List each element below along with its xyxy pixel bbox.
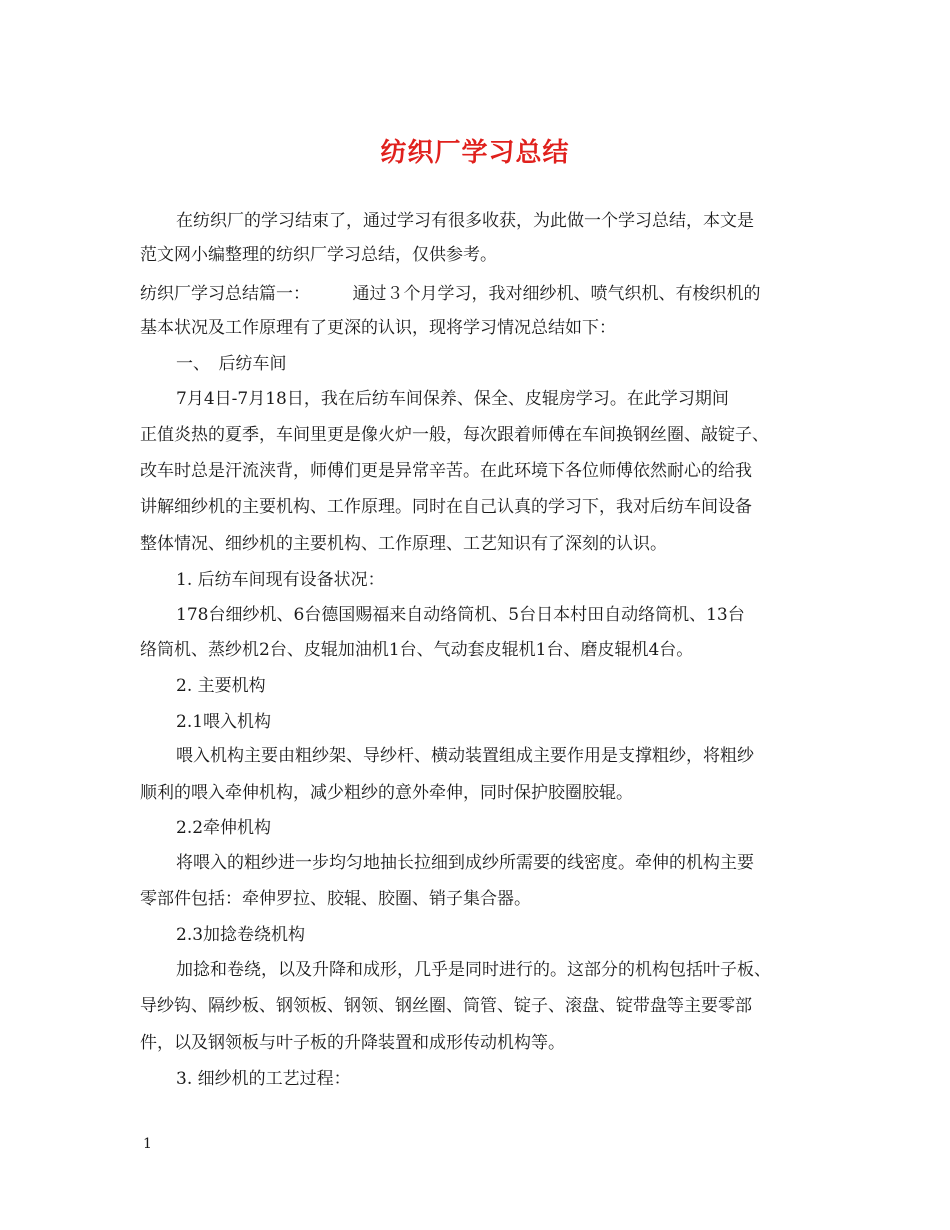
paragraph-line: 加捻和卷绕，以及升降和成形，几乎是同时进行的。这部分的机构包括叶子板、	[176, 960, 771, 980]
document-title: 纺织厂学习总结	[380, 138, 570, 168]
paragraph-line: 零部件包括：牵伸罗拉、胶辊、胶圈、销子集合器。	[140, 889, 531, 909]
paragraph-line: 改车时总是汗流浃背，师傅们更是异常辛苦。在此环境下各位师傅依然耐心的给我	[140, 461, 752, 481]
subsection-heading: 2.3加捻卷绕机构	[176, 925, 306, 945]
section-heading: 一、 后纺车间	[176, 354, 287, 374]
paragraph-line: 导纱钩、隔纱板、钢领板、钢领、钢丝圈、筒管、锭子、滚盘、锭带盘等主要零部	[140, 996, 752, 1016]
paragraph-line: 件，以及钢领板与叶子板的升降装置和成形传动机构等。	[140, 1033, 565, 1053]
paragraph-line: 基本状况及工作原理有了更深的认识，现将学习情况总结如下：	[140, 318, 616, 338]
paragraph-line: 喂入机构主要由粗纱架、导纱杆、横动装置组成主要作用是支撑粗纱，将粗纱	[176, 746, 754, 766]
paragraph-line: 纺织厂学习总结篇一： 通过３个月学习，我对细纱机、喷气织机、有梭织机的	[140, 284, 761, 304]
paragraph-line: 178台细纱机、6台德国赐福来自动络筒机、5台日本村田自动络筒机、13台	[176, 605, 745, 625]
subsection-heading: 3. 细纱机的工艺过程：	[176, 1069, 351, 1089]
paragraph-line: 在纺织厂的学习结束了，通过学习有很多收获，为此做一个学习总结，本文是	[176, 211, 754, 231]
paragraph-line: 络筒机、蒸纱机2台、皮辊加油机1台、气动套皮辊机1台、磨皮辊机4台。	[140, 640, 694, 660]
paragraph-line: 顺利的喂入牵伸机构，减少粗纱的意外牵伸，同时保护胶圈胶辊。	[140, 783, 633, 803]
paragraph-line: 范文网小编整理的纺织厂学习总结，仅供参考。	[140, 245, 497, 265]
page-number: 1	[143, 1136, 152, 1152]
paragraph-line: 将喂入的粗纱进一步均匀地抽长拉细到成纱所需要的线密度。牵伸的机构主要	[176, 853, 754, 873]
subsection-heading: 2.2牵伸机构	[176, 818, 272, 838]
subsection-heading: 2. 主要机构	[176, 676, 266, 696]
paragraph-line: 正值炎热的夏季，车间里更是像火炉一般，每次跟着师傅在车间换钢丝圈、敲锭子、	[140, 425, 769, 445]
paragraph-line: 7月4日-7月18日，我在后纺车间保养、保全、皮辊房学习。在此学习期间	[176, 389, 729, 409]
subsection-heading: 2.1喂入机构	[176, 712, 272, 732]
subsection-heading: 1. 后纺车间现有设备状况：	[176, 570, 385, 590]
paragraph-line: 整体情况、细纱机的主要机构、工作原理、工艺知识有了深刻的认识。	[140, 534, 667, 554]
paragraph-line: 讲解细纱机的主要机构、工作原理。同时在自己认真的学习下，我对后纺车间设备	[140, 497, 752, 517]
